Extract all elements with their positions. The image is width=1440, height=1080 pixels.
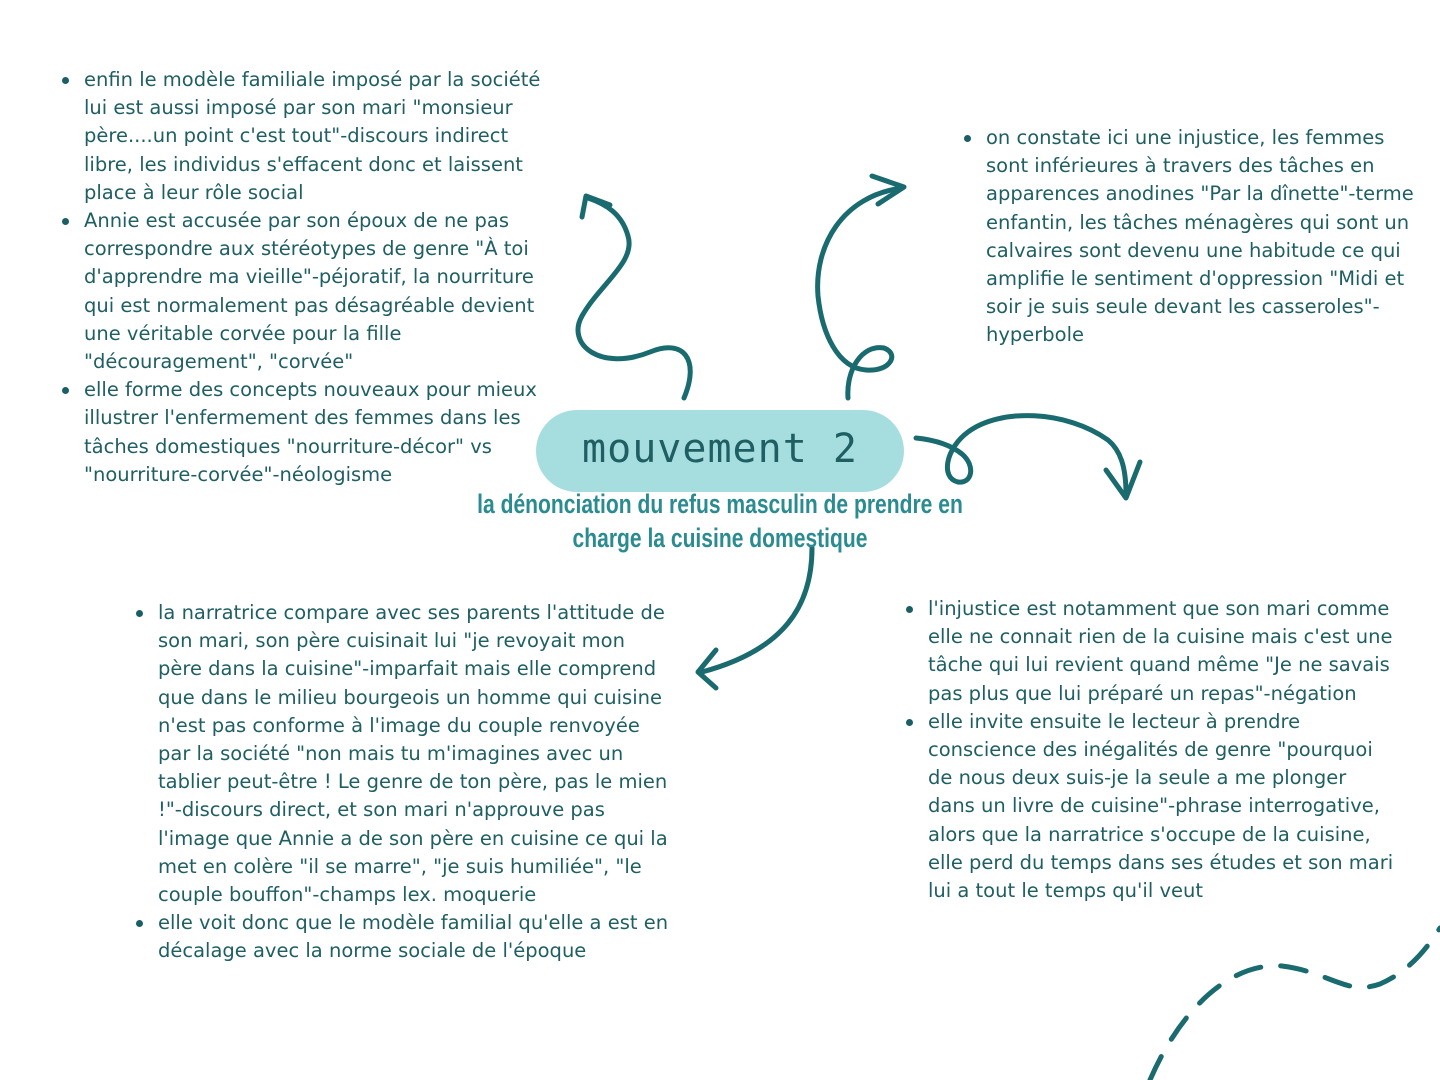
arrow-to-top-left [578, 198, 690, 398]
arrow-to-top-right [818, 188, 902, 398]
central-subtitle: la dénonciation du refus masculin de prendre en charge la cuisine domestique [477, 489, 963, 553]
arrow-to-bottom-left [702, 548, 812, 672]
decorative-dashed-curve [1150, 928, 1440, 1080]
arrow-to-bottom-right [916, 416, 1126, 494]
central-title: mouvement 2 [582, 426, 858, 472]
bullet-item: Annie est accusée par son époux de ne pas correspondre aux stéréotypes de genre "À toi d'apprendre ma vieille"-péjoratif, la nourriture qui est normalement pas désagréable devient une véritable corvée pour la fille "découragement", "corvée" [84, 207, 560, 376]
bullet-item: on constate ici une injustice, les femmes sont inférieures à travers des tâches en apparences anodines "Par la dînette"-terme enfantin, les tâches ménagères qui sont un calvaires sont devenu une habitude ce qui amplifie le sentiment d'oppression "Midi et soir je suis seule devant les casseroles"-hyperbole [986, 124, 1416, 350]
note-block-bottom-left [132, 599, 670, 966]
note-block-top-left [58, 66, 560, 489]
bullet-item: la narratrice compare avec ses parents l'attitude de son mari, son père cuisinait lui "je revoyait mon père dans la cuisine"-imparfait mais elle comprend que dans le milieu bourgeois un homme qui cuisine n'est pas conforme à l'image du couple renvoyée par la société "non mais tu m'imagines avec un tablier peut-être ! Le genre de ton père, pas le mien !"-discours direct, et son mari n'approuve pas l'image que Annie a de son père en cuisine ce qui la met en colère "il se marre", "je suis humiliée", "le couple bouffon"-champs lex. moquerie [158, 599, 670, 909]
bullet-item: elle forme des concepts nouveaux pour mieux illustrer l'enfermement des femmes dans les tâches domestiques "nourriture-décor" vs "nourriture-corvée"-néologisme [84, 376, 560, 489]
note-block-bottom-right [902, 595, 1398, 905]
bullet-item: l'injustice est notamment que son mari comme elle ne connait rien de la cuisine mais c'est une tâche qui lui revient quand même "Je ne savais pas plus que lui préparé un repas"-négation [928, 595, 1398, 708]
note-block-top-right [960, 124, 1416, 350]
bullet-item: enfin le modèle familiale imposé par la société lui est aussi imposé par son mari "monsieur père....un point c'est tout"-discours indirect libre, les individus s'effacent donc et laissent place à leur rôle social [84, 66, 560, 207]
bullet-item: elle invite ensuite le lecteur à prendre conscience des inégalités de genre "pourquoi de nous deux suis-je la seule a me plonger dans un livre de cuisine"-phrase interrogative, alors que la narratrice s'occupe de la cuisine, elle perd du temps dans ses études et son mari lui a tout le temps qu'il veut [928, 708, 1398, 905]
bullet-item: elle voit donc que le modèle familial qu'elle a est en décalage avec la norme sociale de l'époque [158, 909, 670, 965]
